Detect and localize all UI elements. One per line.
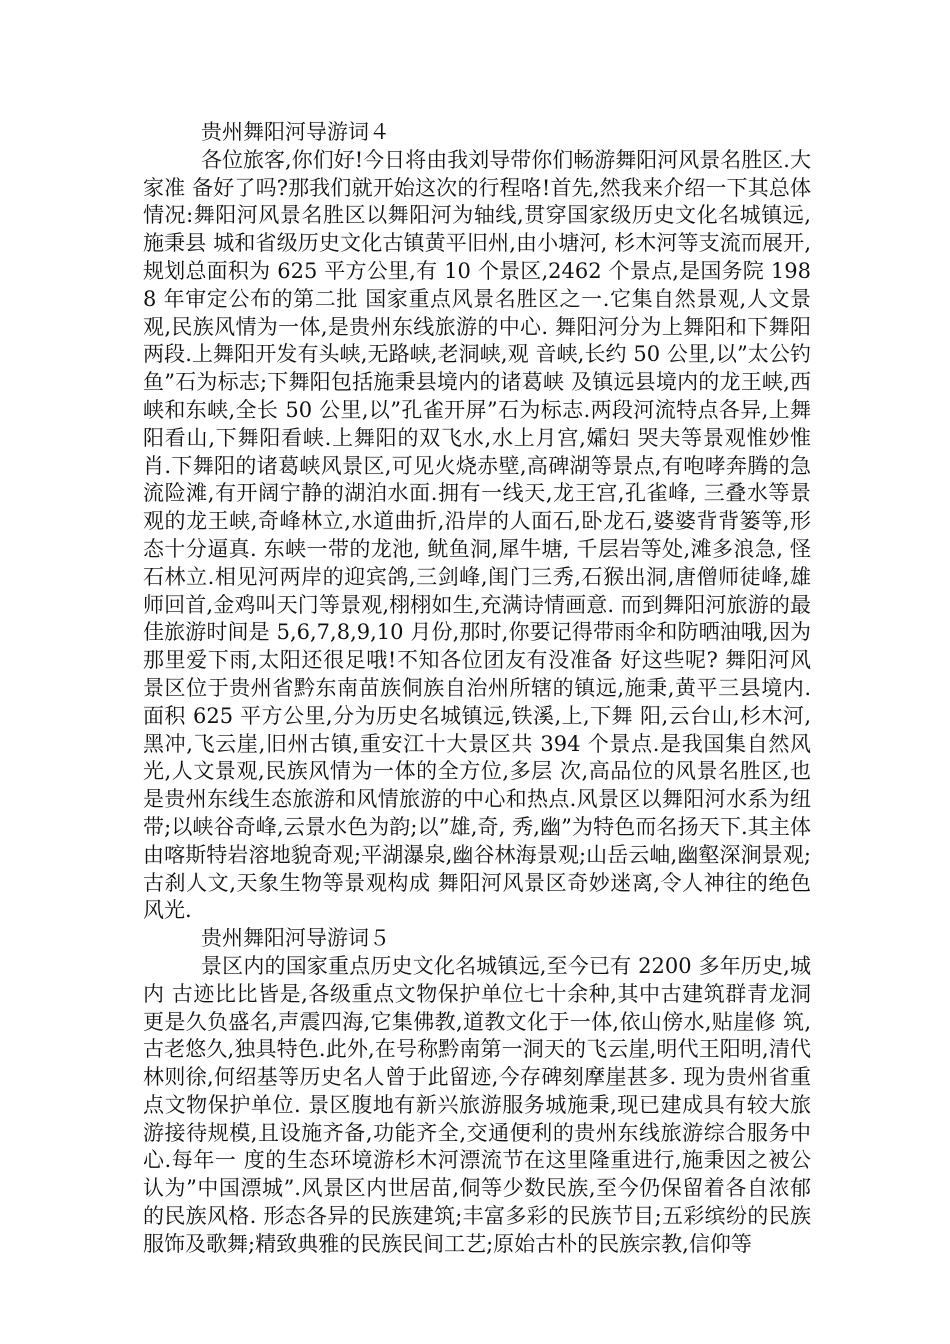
section-4 <box>143 119 811 925</box>
section-5 <box>143 925 811 1259</box>
section-paragraph: 各位旅客,你们好!今日将由我刘导带你们畅游舞阳河风景名胜区.大家准 备好了吗?那我们就开始这次的行程咯!首先,然我来介绍一下其总体情况:舞阳河风景名胜区以舞阳河为轴线,贯穿国家级历史文化名城镇远,施秉县 城和省级历史文化古镇黄平旧州,由小塘河, 杉木河等支流而展开,规划总面积为 625 平方公里,有 10 个景区,2462 个景点,是国务院 1988 年审定公布的第二批 国家重点风景名胜区之一.它集自然景观,人文景观,民族风情为一体,是贵州东线旅游的中心. 舞阳河分为上舞阳和下舞阳两段.上舞阳开发有头峡,无路峡,老洞峡,观 音峡,长约 50 公里,以”太公钓鱼”石为标志;下舞阳包括施秉县境内的诸葛峡 及镇远县境内的龙王峡,西峡和东峡,全长 50 公里,以”孔雀开屏”石为标志.两段河流特点各异,上舞阳看山,下舞阳看峡.上舞阳的双飞水,水上月宫,孀妇 哭夫等景观惟妙惟肖.下舞阳的诸葛峡风景区,可见火烧赤壁,高碑湖等景点,有咆哮奔腾的急流险滩,有开阔宁静的湖泊水面.拥有一线天,龙王宫,孔雀峰, 三叠水等景观的龙王峡,奇峰林立,水道曲折,沿岸的人面石,卧龙石,婆婆背背篓等,形态十分逼真. 东峡一带的龙池, 鱿鱼洞,犀牛塘, 千层岩等处,滩多浪急, 怪石林立.相见河两岸的迎宾鸽,三剑峰,闺门三秀,石猴出洞,唐僧师徒峰,雄师回首,金鸡叫天门等景观,栩栩如生,充满诗情画意. 而到舞阳河旅游的最佳旅游时间是 5,6,7,8,9,10 月份,那时,你要记得带雨伞和防晒油哦,因为那里爱下雨,太阳还很足哦!不知各位团友有没准备 好这些呢? 舞阳河风景区位于贵州省黔东南苗族侗族自治州所辖的镇远,施秉,黄平三县境内.面积 625 平方公里,分为历史名城镇远,铁溪,上,下舞 阳,云台山,杉木河,黑冲,飞云崖,旧州古镇,重安江十大景区共 394 个景点.是我国集自然风光,人文景观,民族风情为一体的全方位,多层 次,高品位的风景名胜区,也是贵州东线生态旅游和风情旅游的中心和热点.风景区以舞阳河水系为纽带;以峡谷奇峰,云景水色为韵;以”雄,奇, 秀,幽”为特色而名扬天下.其主体由喀斯特岩溶地貌奇观;平湖瀑泉,幽谷林海景观;山岳云岫,幽壑深涧景观;古刹人文,天象生物等景观构成 舞阳河风景区奇妙迷离,令人神往的绝色风光. <box>143 147 811 923</box>
document-body <box>143 119 811 1259</box>
section-heading: 贵州舞阳河导游词５ <box>201 926 390 951</box>
section-heading: 贵州舞阳河导游词４ <box>201 120 390 144</box>
section-paragraph: 景区内的国家重点历史文化名城镇远,至今已有 2200 多年历史,城内 古迹比比皆是,各级重点文物保护单位七十余种,其中古建筑群青龙洞更是久负盛名,声震四海,它集佛教,道教文化于一体,依山傍水,贴崖修 筑,古老悠久,独具特色.此外,在号称黔南第一洞天的飞云崖,明代王阳明,清代林则徐,何绍基等历史名人曾于此留迹,今存碑刻摩崖甚多. 现为贵州省重点文物保护单位. 景区腹地有新兴旅游服务城施秉,现已建成具有较大旅游接待规模,且设施齐备,功能齐全,交通便利的贵州东线旅游综合服务中心.每年一 度的生态环境游杉木河漂流节在这里隆重进行,施秉因之被公认为”中国漂城”.风景区内世居苗,侗等少数民族,至今仍保留着各自浓郁的民族风格. 形态各异的民族建筑;丰富多彩的民族节目;五彩缤纷的民族服饰及歌舞;精致典雅的民族民间工艺;原始古朴的民族宗教,信仰等 <box>143 953 811 1256</box>
